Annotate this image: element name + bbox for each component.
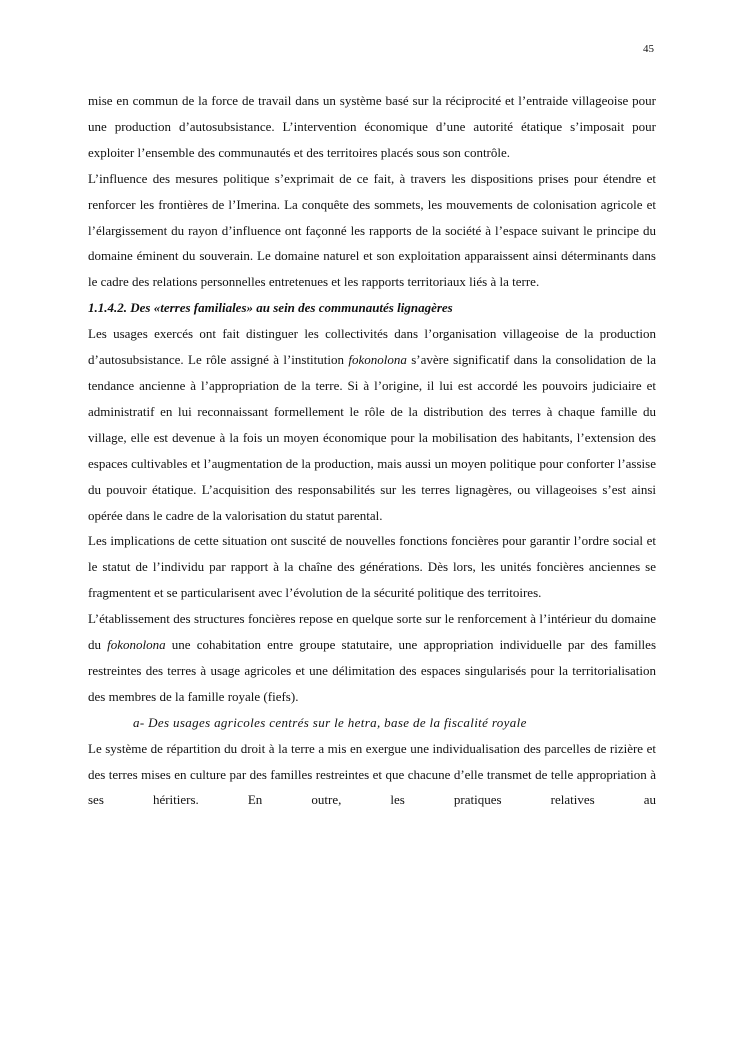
document-body xyxy=(88,88,656,813)
paragraph-5-text-b: une cohabitation entre groupe statutaire, une appropriation individuelle par des familles restreintes des terres à usage agricoles et une délimitation des espaces singularisés pour la territorialisation des membres de la famille royale (fiefs). xyxy=(88,637,656,704)
paragraph-3-emphasis: fokonolona xyxy=(348,352,407,368)
paragraph-5 xyxy=(88,606,656,710)
subsection-heading: a- Des usages agricoles centrés sur le hetra, base de la fiscalité royale xyxy=(133,714,527,730)
paragraph-5-text-a: L’établissement des structures foncières repose en quelque sorte sur le renforcement à l’intérieur du domaine du xyxy=(88,611,656,653)
paragraph-3 xyxy=(88,321,656,528)
paragraph-2: L’influence des mesures politique s’exprimait de ce fait, à travers les dispositions prises pour étendre et renforcer les frontières de l’Imerina. La conquête des sommets, les mouvements de colonisation agricole et l’élargissement du rayon d’influence ont façonné les rapports de la société à l’espace suivant le principe du domaine éminent du souverain. Le domaine naturel et son exploitation apparaissent ainsi déterminants dans le cadre des relations personnelles entretenues et les rapports territoriaux liés à la terre. xyxy=(88,170,656,290)
section-heading: 1.1.4.2. Des «terres familiales» au sein des communautés lignagères xyxy=(88,300,453,316)
paragraph-5-emphasis: fokonolona xyxy=(107,637,166,653)
paragraph-1: mise en commun de la force de travail dans un système basé sur la réciprocité et l’entraide villageoise pour une production d’autosubsistance. L’intervention économique d’une autorité étatique s’imposait pour exploiter l’ensemble des communautés et des territoires placés sous son contrôle. xyxy=(88,93,656,160)
page-number: 45 xyxy=(643,43,654,55)
paragraph-6: Le système de répartition du droit à la terre a mis en exergue une individualisation des parcelles de rizière et des terres mises en culture par des familles restreintes et que chacune d’elle transmet de telle appropriation à ses héritiers. En outre, les pratiques relatives au xyxy=(88,740,656,808)
paragraph-3-text-b: s’avère significatif dans la consolidation de la tendance ancienne à l’appropriation de la terre. Si à l’origine, il lui est accordé les pouvoirs judiciaire et administratif en lui reconnaissant formellement le rôle de la distribution des terres à chaque famille du village, elle est devenue à la fois un moyen économique pour la mobilisation des habitants, l’extension des espaces cultivables et l’augmentation de la production, mais aussi un moyen politique pour conforter l’assise du pouvoir étatique. L’acquisition des responsabilités sur les terres lignagères, ou villageoises s’est ainsi opérée dans le cadre de la valorisation du statut parental. xyxy=(88,352,656,523)
paragraph-4: Les implications de cette situation ont suscité de nouvelles fonctions foncières pour garantir l’ordre social et le statut de l’individu par rapport à la chaîne des générations. Dès lors, les unités foncières anciennes se fragmentent et se particularisent avec l’évolution de la sécurité politique des territoires. xyxy=(88,533,656,601)
paragraph-3-text-a: Les usages exercés ont fait distinguer les collectivités dans l’organisation villageoise de la production d’autosubsistance. Le rôle assigné à l’institution xyxy=(88,326,656,368)
